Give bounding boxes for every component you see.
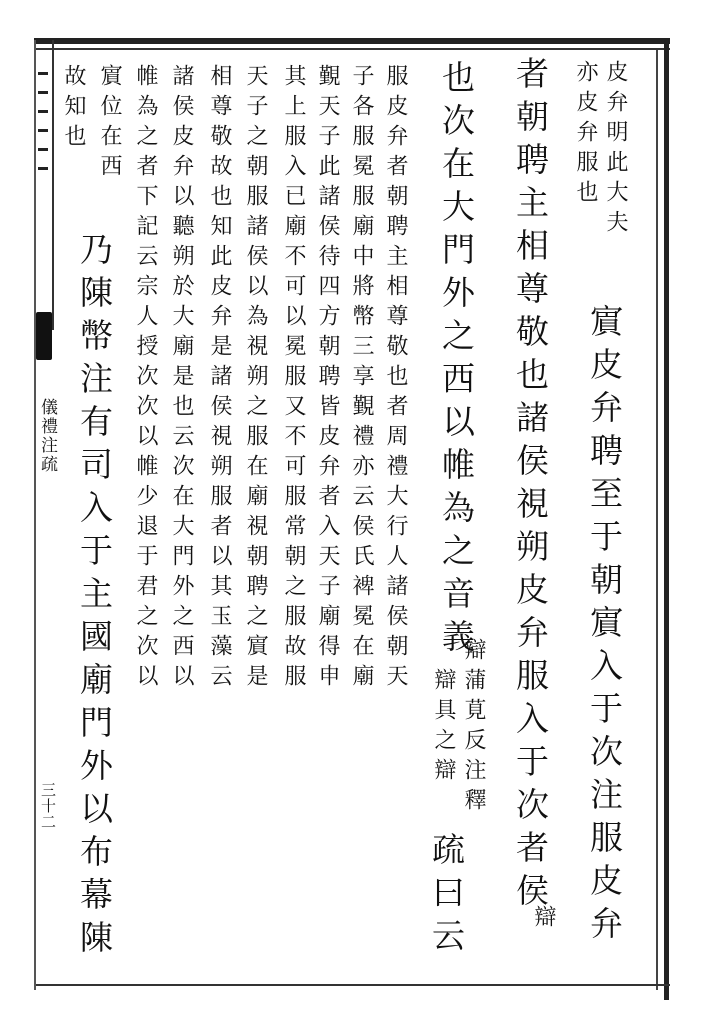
text-column: 其上服入已廟不可以冕服又不可服常朝之服故服 — [281, 64, 306, 694]
left-margin-rule — [52, 40, 54, 330]
text-column: 故知也 — [61, 64, 86, 154]
right-border-rule — [664, 40, 669, 1000]
text-column: 天子之朝服諸侯以為視朔之服在廟視朝聘之賔是 — [243, 64, 268, 694]
text-column: 辯蒲莧反注釋 — [461, 638, 486, 818]
text-column: 皮弁明此大夫 — [603, 60, 628, 240]
text-column: 賔皮弁聘至于朝賔入于次注服皮弁 — [585, 304, 624, 949]
fishtail-mark — [36, 312, 52, 360]
text-column: 疏曰云 — [427, 832, 466, 961]
text-column: 相尊敬故也知此皮弁是諸侯視朔服者以其玉藻云 — [207, 64, 232, 694]
text-column: 亦皮弁服也 — [573, 60, 598, 210]
cropped-margin-glyphs — [36, 56, 50, 306]
page-number: 三十二 — [39, 782, 57, 830]
text-column: 辯具之辯 — [431, 668, 456, 788]
text-column: 乃陳幣注有司入于主國廟門外以布幕陳 — [75, 232, 114, 963]
text-column: 辯 — [531, 905, 556, 935]
text-column: 者朝聘主相尊敬也諸侯視朔皮弁服入于次者侯 — [511, 56, 550, 916]
text-column: 也次在大門外之西以帷為之音義 — [437, 60, 476, 662]
text-column: 覲天子此諸侯待四方朝聘皆皮弁者入天子廟得申 — [315, 64, 340, 694]
top-border-rule — [34, 38, 670, 44]
bottom-border-rule — [34, 984, 670, 986]
text-column: 賔位在西 — [97, 64, 122, 184]
text-column: 子各服冕服廟中將幣三享覲禮亦云侯氏裨冕在廟 — [349, 64, 374, 694]
text-column: 服皮弁者朝聘主相尊敬也者周禮大行人諸侯朝天 — [383, 64, 408, 694]
book-title: 儀禮注疏 — [37, 398, 57, 474]
top-border-rule-inner — [34, 48, 670, 50]
right-border-rule-inner — [656, 50, 658, 990]
text-column: 帷為之者下記云宗人授次次以帷少退于君之次以 — [133, 64, 158, 694]
text-column: 諸侯皮弁以聽朔於大廟是也云次在大門外之西以 — [169, 64, 194, 694]
